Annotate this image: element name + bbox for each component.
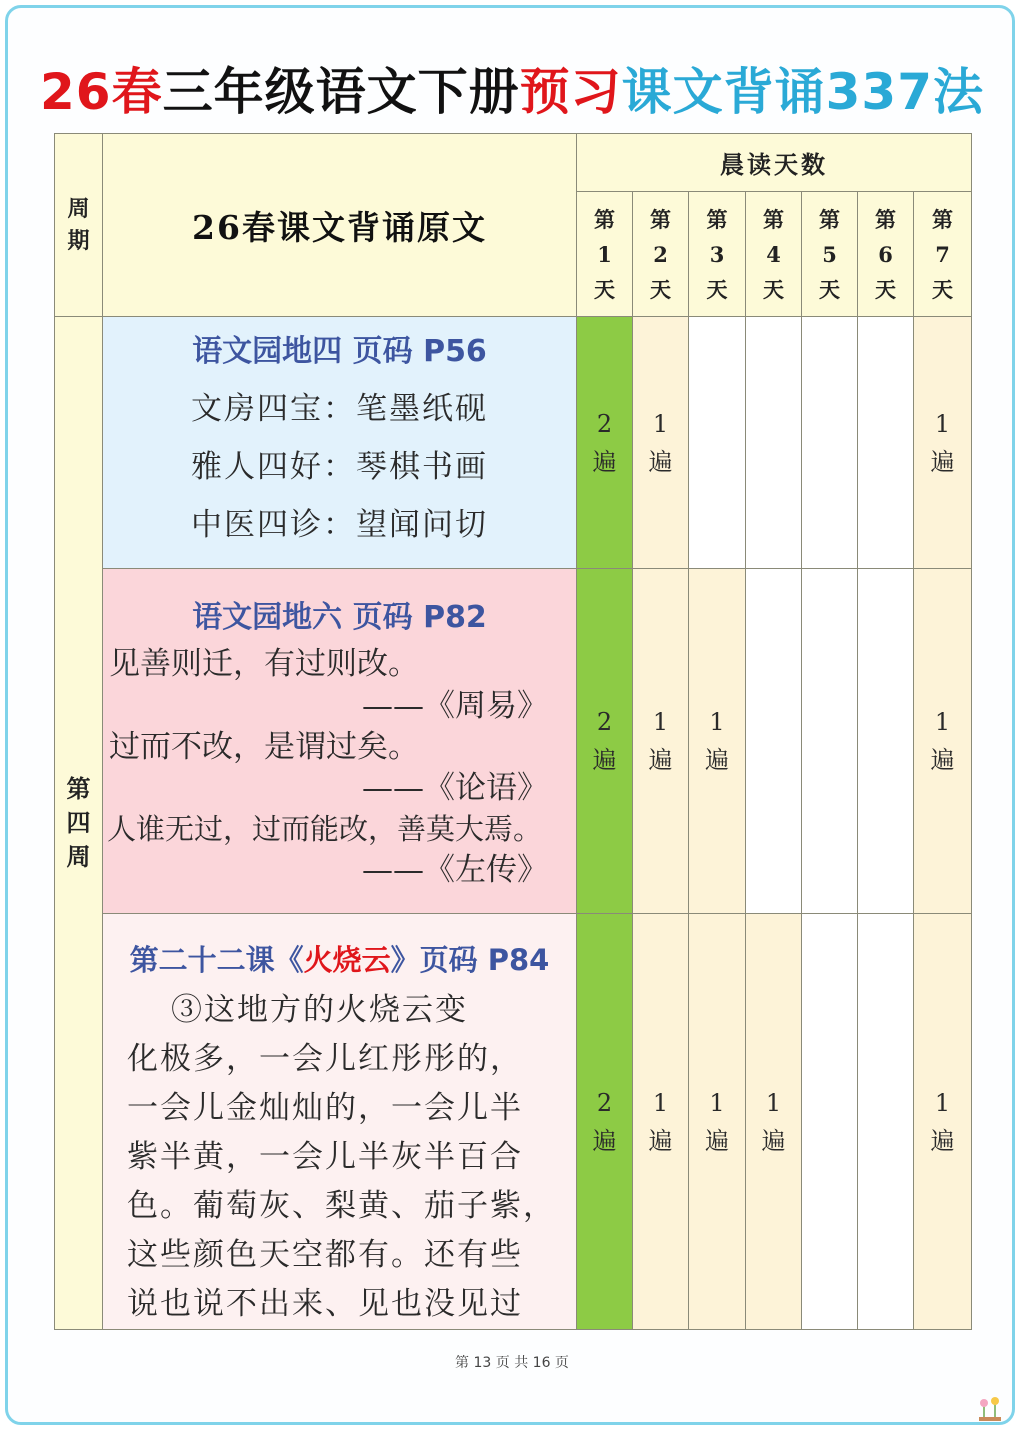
source-line: ——《左传》: [362, 852, 548, 888]
text-line: 雅人四好：琴棋书画: [191, 448, 488, 485]
day-7-header: 第 7 天: [914, 192, 972, 317]
flower-icon: [975, 1394, 1005, 1422]
lesson-name: 火烧云: [303, 943, 391, 977]
day-2-header: 第 2 天: [633, 192, 689, 317]
day-3-header: 第 3 天: [689, 192, 746, 317]
source-line: ——《论语》: [362, 770, 548, 806]
title-part-method: 课文背诵337法: [621, 63, 984, 121]
text-line: 这些颜色天空都有。还有些: [127, 1237, 523, 1273]
count-cell-empty: [858, 914, 914, 1330]
recitation-table: [54, 133, 972, 1330]
count-cell: 2 遍: [577, 317, 633, 569]
count-cell: 1 遍: [914, 569, 972, 914]
count-cell-empty: [802, 914, 858, 1330]
page-title: [0, 52, 1024, 124]
title-part-grade: 三年级语文下册: [162, 63, 520, 121]
text-line: 过而不改，是谓过矣。: [109, 729, 419, 765]
section-lesson-22: [103, 914, 577, 1330]
text-line: 说也说不出来、见也没见过: [127, 1286, 523, 1322]
source-line: ——《周易》: [362, 688, 548, 724]
count-cell-empty: [746, 317, 802, 569]
title-part-preview: 预习: [519, 63, 622, 121]
week-column-header: 周 期: [55, 134, 103, 317]
count-cell: 1 遍: [689, 569, 746, 914]
text-line: 人谁无过，过而能改，善莫大焉。: [107, 812, 543, 846]
day-6-header: 第 6 天: [858, 192, 914, 317]
day-5-header: 第 5 天: [802, 192, 858, 317]
count-cell: 1 遍: [633, 569, 689, 914]
count-cell: 2 遍: [577, 569, 633, 914]
day-1-header: 第 1 天: [577, 192, 633, 317]
text-line: 中医四诊：望闻问切: [191, 506, 488, 543]
count-cell: 1 遍: [633, 914, 689, 1330]
text-line: 化极多，一会儿红彤彤的，: [127, 1041, 523, 1077]
section-title: 语文园地六 页码 P82: [192, 600, 487, 635]
text-line: 紫半黄，一会儿半灰半百合: [127, 1139, 523, 1175]
count-cell: 2 遍: [577, 914, 633, 1330]
count-cell: 1 遍: [914, 914, 972, 1330]
count-cell: 1 遍: [633, 317, 689, 569]
text-line: 一会儿金灿灿的，一会儿半: [127, 1090, 523, 1126]
count-cell-empty: [858, 317, 914, 569]
section-title: 第二十二课《火烧云》页码 P84: [129, 943, 550, 977]
day-4-header: 第 4 天: [746, 192, 802, 317]
count-cell-empty: [802, 317, 858, 569]
section-garden-four: [103, 317, 577, 569]
text-line: ③这地方的火烧云变: [171, 992, 468, 1028]
count-cell: 1 遍: [914, 317, 972, 569]
count-cell-empty: [746, 569, 802, 914]
text-line: 色。葡萄灰、梨黄、茄子紫，: [127, 1188, 556, 1224]
count-cell-empty: [802, 569, 858, 914]
section-title: 语文园地四 页码 P56: [192, 333, 487, 369]
text-line: 见善则迁，有过则改。: [109, 646, 419, 682]
text-line: 文房四宝：笔墨纸砚: [191, 390, 488, 427]
count-cell: 1 遍: [689, 914, 746, 1330]
count-cell-empty: [858, 569, 914, 914]
week-label: 第 四 周: [55, 317, 103, 1330]
text-column-header: 26春课文背诵原文: [103, 134, 577, 317]
title-part-26chun: 26春: [40, 63, 163, 121]
page-number-footer: 第 13 页 共 16 页: [455, 1355, 569, 1371]
count-cell-empty: [689, 317, 746, 569]
section-garden-six: [103, 569, 577, 914]
count-cell: 1 遍: [746, 914, 802, 1330]
reading-days-header: 晨读天数: [577, 134, 972, 192]
